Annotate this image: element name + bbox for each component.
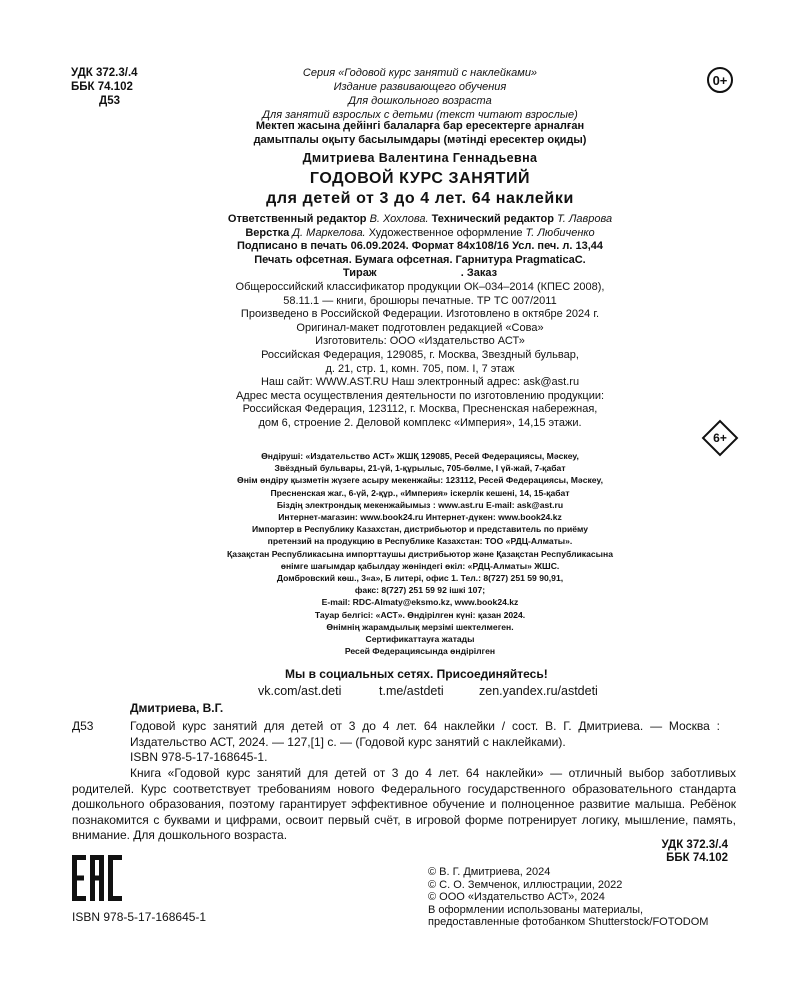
kaz-line: Интернет-магазин: www.book24.ru Интернет-дүкен: www.book24.kz xyxy=(278,512,562,523)
classifier-line: Общероссийский классификатор продукции ОК–034–2014 (КПЕС 2008), xyxy=(235,280,605,293)
kaz-line: Пресненская жаг., 6-үй, 2-құр., «Империя» іскерлік кешені, 14, 15-қабат xyxy=(270,487,570,498)
vk-link[interactable]: vk.com/ast.deti xyxy=(258,684,342,698)
card-code: Д53 xyxy=(72,719,94,733)
title-line-2: для детей от 3 до 4 лет. 64 наклейки xyxy=(266,190,574,207)
kaz-line: претензий на продукцию в Республике Казахстан: ТОО «РДЦ-Алматы». xyxy=(267,536,573,547)
telegram-link[interactable]: t.me/astdeti xyxy=(379,684,444,698)
kaz-line: Өндіруші: «Издательство АСТ» ЖШҚ 129085, Ресей Федерациясы, Мәскеу, xyxy=(261,451,579,461)
classifier-line: 58.11.1 — книги, брошюры печатные. ТР ТС 007/2011 xyxy=(283,294,557,307)
kaz-line: Ресей Федерациясында өндірілген xyxy=(344,646,496,657)
author-mark: Д53 xyxy=(99,95,120,107)
age-rating-badge xyxy=(707,67,733,93)
maket-line: Оригинал-макет подготовлен редакцией «Сова» xyxy=(296,321,544,334)
series-line: Для дошкольного возраста xyxy=(348,95,492,107)
kazakh-importer-block xyxy=(150,450,690,657)
kaz-line: Өнім өндіру қызметін жүзеге асыру мекенжайы: 123112, Ресей Федерациясы, Мәскеу, xyxy=(237,475,603,486)
udk-footer xyxy=(650,839,728,865)
kaz-line: Қазақстан Республикасына импорттаушы дистрибьютор және Қазақстан Республикасына xyxy=(227,548,613,559)
udk-code: УДК 372.3/.4 xyxy=(71,67,138,79)
kaz-note-line: Мектеп жасына дейінгі балаларға бар ересектерге арналған xyxy=(255,120,585,132)
copyright-line: © С. О. Земченок, иллюстрации, 2022 xyxy=(428,878,623,891)
age-tag-text: 6+ xyxy=(713,431,727,445)
card-description: Годовой курс занятий для детей от 3 до 4 лет. 64 наклейки / сост. В. Г. Дмитриева. — Москва : Издательство АСТ, 2024. — 127,[1] с. — (Годовой курс занятий с наклейками). xyxy=(130,719,720,749)
social-links xyxy=(258,667,598,698)
zen-link[interactable]: zen.yandex.ru/astdeti xyxy=(479,684,598,698)
copyright-line: предоставленные фотобанком Shutterstock/FOTODOM xyxy=(428,916,709,929)
production-address: Адрес места осуществления деятельности по изготовлению продукции: xyxy=(235,389,605,402)
tirazh-line: Тираж . Заказ xyxy=(342,267,498,280)
produced-line: Произведено в Российской Федерации. Изготовлено в октябре 2024 г. xyxy=(240,308,600,321)
copyright-line: В оформлении использованы материалы, xyxy=(428,903,644,916)
series-info xyxy=(150,66,690,122)
series-line: Серия «Годовой курс занятий с наклейками» xyxy=(302,67,538,79)
kaz-line: Біздің электрондық мекенжайымыз : www.ast.ru E-mail: ask@ast.ru xyxy=(276,499,564,510)
imprint-credits xyxy=(150,213,690,431)
card-annotation: Книга «Годовой курс занятий для детей от 3 до 4 лет. 64 наклейки» — отличный выбор заботливых родителей. Курс соответствует требованиям нового Федерального государственного образовательного стандарта дошкольного образования, поэтому гарантирует эффективное обучение и полноценное развитие малыша. Ребёнок познакомится с буквами и цифрами, освоит первый счёт, в игровой форме потренирует логику, мышление, память, внимание. Для дошкольного возраста. xyxy=(72,766,736,842)
kaz-line: Тауар белгісі: «АСТ». Өндірілген күні: қазан 2024. xyxy=(314,609,526,620)
card-isbn: ISBN 978-5-17-168645-1. xyxy=(130,750,268,764)
layout-line: Верстка Д. Маркелова. Художественное оформление Т. Любиченко xyxy=(245,226,595,239)
series-line: Издание развивающего обучения xyxy=(333,81,507,93)
kaz-line: Звёздный бульвары, 21-үй, 1-құрылыс, 705-бөлме, I үй-жай, 7-қабат xyxy=(274,463,566,474)
bbk-code: ББК 74.102 xyxy=(666,852,728,864)
title-line-1: ГОДОВОЙ КУРС ЗАНЯТИЙ xyxy=(309,170,531,187)
kaz-line: Сертификаттауға жатады xyxy=(365,634,475,645)
production-address: дом 6, строение 2. Деловой комплекс «Империя», 14,15 этажи. xyxy=(258,416,582,429)
print-line: Подписано в печать 06.09.2024. Формат 84х108/16 Усл. печ. л. 13,44 xyxy=(236,240,604,253)
eac-certification-icon xyxy=(72,853,122,903)
kaz-line: Импортер в Республику Казахстан, дистрибьютор и представитель по приёму xyxy=(251,524,589,535)
card-author: Дмитриева, В.Г. xyxy=(130,701,224,715)
eac-logo xyxy=(72,853,122,903)
age-rating-text: 0+ xyxy=(712,72,728,88)
kaz-line: Өнімнің жарамдылық мерзімі шектелмеген. xyxy=(326,621,514,632)
site-line: Наш сайт: WWW.AST.RU Наш электронный адрес: ask@ast.ru xyxy=(260,376,580,389)
book-title xyxy=(150,169,690,209)
series-line: Для занятий взрослых с детьми (текст читают взрослые) xyxy=(262,109,578,121)
bbk-code: ББК 74.102 xyxy=(71,81,133,93)
kaz-line: өнімге шағымдар қабылдау жөніндегі өкіл: «РДЦ-Алматы» ЖШС. xyxy=(280,560,560,571)
paper-line: Печать офсетная. Бумага офсетная. Гарнитура PragmaticaC. xyxy=(254,253,586,266)
kazakh-series-note xyxy=(150,119,690,147)
copyright-line: © В. Г. Дмитриева, 2024 xyxy=(428,866,551,878)
udk-header xyxy=(71,66,138,108)
kaz-line: факс: 8(727) 251 59 92 ішкі 107; xyxy=(354,585,486,596)
maker-address: д. 21, стр. 1, комн. 705, пом. I, 7 этаж xyxy=(325,362,515,375)
copyright-line: © ООО «Издательство АСТ», 2024 xyxy=(428,891,605,904)
editors-line: Ответственный редактор В. Хохлова. Технический редактор Т. Лаврова xyxy=(227,213,613,225)
isbn-footer: ISBN 978-5-17-168645-1 xyxy=(72,910,207,924)
udk-code: УДК 372.3/.4 xyxy=(661,839,728,851)
kaz-note-line: дамытпалы оқыту басылымдары (мәтінді ересектер оқиды) xyxy=(253,134,587,146)
age-tag xyxy=(707,425,733,451)
author-name: Дмитриева Валентина Геннадьевна xyxy=(302,151,538,165)
kaz-line: E-mail: RDC-Almaty@eksmo.kz, www.book24.kz xyxy=(321,597,519,608)
maker-address: Российская Федерация, 129085, г. Москва, Звездный бульвар, xyxy=(261,348,579,361)
maker-line: Изготовитель: ООО «Издательство АСТ» xyxy=(315,335,525,348)
copyright-block xyxy=(428,866,708,929)
social-title: Мы в социальных сетях. Присоединяйтесь! xyxy=(285,667,548,681)
kaz-line: Домбровский көш., 3«а», Б литері, офис 1. Тел.: 8(727) 251 59 90,91, xyxy=(276,573,564,584)
production-address: Российская Федерация, 123112, г. Москва, Пресненская набережная, xyxy=(242,403,598,416)
